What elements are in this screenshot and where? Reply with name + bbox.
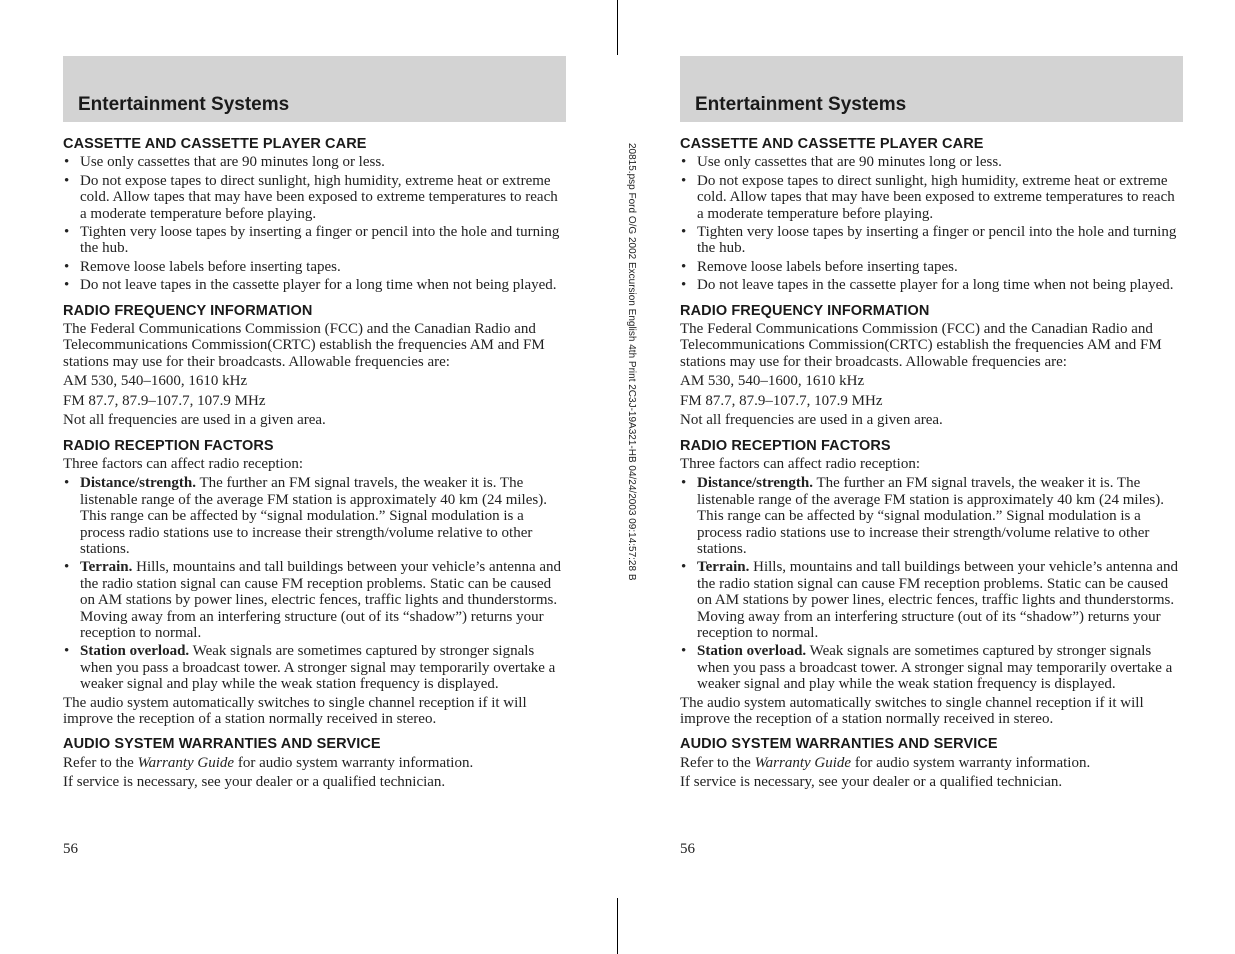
am-frequencies: AM 530, 540–1600, 1610 kHz: [63, 373, 248, 390]
section-title: Entertainment Systems: [695, 94, 907, 115]
list-item: • Distance/strength. The further an FM signal travels, the weaker it is. The listenable range of the average FM station is approximately 40 km (24 miles). This range can be affected by “signal modulation.” Signal modulation is a process radio stations use to increase their strength/volume relative to other stations.: [681, 475, 1164, 557]
bullet-icon: •: [681, 172, 687, 189]
list-item: • Remove loose labels before inserting tapes.: [64, 258, 341, 275]
list-item: • Remove loose labels before inserting tapes.: [681, 258, 958, 275]
term: Station overload.: [697, 643, 807, 660]
cassette-heading: CASSETTE AND CASSETTE PLAYER CARE: [680, 136, 984, 152]
right-page: [680, 56, 1183, 794]
warranty-line: Refer to the Warranty Guide for audio system warranty information.: [63, 754, 474, 771]
bullet-icon: •: [64, 172, 70, 189]
header-bar: [63, 56, 566, 122]
warranty-heading: AUDIO SYSTEM WARRANTIES AND SERVICE: [680, 736, 998, 753]
page-content: [680, 122, 1183, 791]
section-title: Entertainment Systems: [78, 94, 290, 115]
term: Station overload.: [80, 643, 190, 660]
list-item: • Station overload. Weak signals are sometimes captured by stronger signals when you pass a broadcast tower. A stronger signal may temporarily overtake a weaker signal and play while the weak station frequency is displayed.: [681, 643, 1173, 693]
service-line: If service is necessary, see your dealer or a qualified technician.: [63, 774, 446, 791]
term: Terrain.: [697, 559, 750, 576]
cassette-list: [680, 154, 1183, 293]
reception-intro: Three factors can affect radio reception:: [680, 455, 920, 472]
frequency-note: Not all frequencies are used in a given area.: [680, 412, 943, 429]
warranty-guide-title: Warranty Guide: [754, 754, 852, 771]
reception-list: [680, 475, 1183, 692]
bullet-icon: •: [681, 258, 687, 275]
list-item: • Terrain. Hills, mountains and tall buildings between your vehicle’s antenna and the radio station signal can cause FM reception problems. Static can be caused on AM stations by power lines, electric fences, traffic lights and thunderstorms. Moving away from an interfering structure (out of its “shadow”) returns your reception to normal.: [681, 559, 1179, 641]
list-item: • Use only cassettes that are 90 minutes long or less.: [681, 154, 1002, 171]
list-item: • Do not leave tapes in the cassette player for a long time when not being played.: [64, 277, 557, 294]
list-item: • Tighten very loose tapes by inserting a finger or pencil into the hole and turning the hub.: [681, 224, 1177, 257]
page-content: [63, 122, 566, 791]
frequency-note: Not all frequencies are used in a given area.: [63, 412, 326, 429]
left-page: [63, 56, 566, 794]
list-item: • Do not expose tapes to direct sunlight, high humidity, extreme heat or extreme cold. Allow tapes that may have been exposed to extreme temperatures to reach a moderate temperature before playing.: [681, 172, 1175, 222]
radio-frequency-intro: The Federal Communications Commission (FCC) and the Canadian Radio and Telecommunications Commission(CRTC) establish the frequencies AM and FM stations may use for their broadcasts. Allowable frequencies are:: [680, 321, 1162, 370]
service-line: If service is necessary, see your dealer or a qualified technician.: [680, 774, 1063, 791]
bullet-icon: •: [681, 475, 687, 492]
term: Distance/strength.: [80, 475, 196, 492]
fm-frequencies: FM 87.7, 87.9–107.7, 107.9 MHz: [63, 392, 266, 409]
term: Distance/strength.: [697, 475, 813, 492]
reception-outro: The audio system automatically switches to single channel reception if it will improve the reception of a station normally received in stereo.: [680, 694, 1144, 727]
reception-heading: RADIO RECEPTION FACTORS: [680, 437, 891, 454]
reception-heading: RADIO RECEPTION FACTORS: [63, 437, 274, 454]
cassette-list: [63, 154, 566, 293]
reception-intro: Three factors can affect radio reception:: [63, 455, 303, 472]
list-item: • Do not leave tapes in the cassette player for a long time when not being played.: [681, 277, 1174, 294]
bullet-icon: •: [681, 277, 687, 294]
print-slug: 20815.psp Ford O/G 2002 Excursion English 4th Print 2C3J-19A321-HB 04/24/2003 09:14:57:28 B: [626, 143, 637, 581]
reception-list: [63, 475, 566, 692]
list-item: • Terrain. Hills, mountains and tall buildings between your vehicle’s antenna and the radio station signal can cause FM reception problems. Static can be caused on AM stations by power lines, electric fences, traffic lights and thunderstorms. Moving away from an interfering structure (out of its “shadow”) returns your reception to normal.: [64, 559, 562, 641]
warranty-line: Refer to the Warranty Guide for audio system warranty information.: [680, 754, 1091, 771]
list-item: • Tighten very loose tapes by inserting a finger or pencil into the hole and turning the hub.: [64, 224, 560, 257]
radio-frequency-heading: RADIO FREQUENCY INFORMATION: [680, 302, 930, 319]
header-bar: [680, 56, 1183, 122]
am-frequencies: AM 530, 540–1600, 1610 kHz: [680, 373, 865, 390]
radio-frequency-heading: RADIO FREQUENCY INFORMATION: [63, 302, 313, 319]
bullet-icon: •: [64, 224, 70, 241]
warranty-guide-title: Warranty Guide: [137, 754, 235, 771]
list-item: • Station overload. Weak signals are sometimes captured by stronger signals when you pass a broadcast tower. A stronger signal may temporarily overtake a weaker signal and play while the weak station frequency is displayed.: [64, 643, 556, 693]
fm-frequencies: FM 87.7, 87.9–107.7, 107.9 MHz: [680, 392, 883, 409]
reception-outro: The audio system automatically switches to single channel reception if it will improve the reception of a station normally received in stereo.: [63, 694, 527, 727]
page-number: 56: [680, 841, 695, 857]
list-item: • Do not expose tapes to direct sunlight, high humidity, extreme heat or extreme cold. Allow tapes that may have been exposed to extreme temperatures to reach a moderate temperature before playing.: [64, 172, 558, 222]
bullet-icon: •: [64, 643, 70, 660]
bullet-icon: •: [64, 277, 70, 294]
bullet-icon: •: [64, 475, 70, 492]
page-number: 56: [63, 841, 78, 857]
crop-mark-bottom: [617, 898, 618, 954]
bullet-icon: •: [64, 258, 70, 275]
warranty-heading: AUDIO SYSTEM WARRANTIES AND SERVICE: [63, 736, 381, 753]
bullet-icon: •: [64, 559, 70, 576]
bullet-icon: •: [681, 224, 687, 241]
bullet-icon: •: [681, 643, 687, 660]
bullet-icon: •: [681, 559, 687, 576]
cassette-heading: CASSETTE AND CASSETTE PLAYER CARE: [63, 136, 367, 152]
list-item: • Distance/strength. The further an FM signal travels, the weaker it is. The listenable range of the average FM station is approximately 40 km (24 miles). This range can be affected by “signal modulation.” Signal modulation is a process radio stations use to increase their strength/volume relative to other stations.: [64, 475, 547, 557]
bullet-icon: •: [64, 154, 70, 171]
bullet-icon: •: [681, 154, 687, 171]
term: Terrain.: [80, 559, 133, 576]
list-item: • Use only cassettes that are 90 minutes long or less.: [64, 154, 385, 171]
crop-mark-top: [617, 0, 618, 55]
radio-frequency-intro: The Federal Communications Commission (FCC) and the Canadian Radio and Telecommunications Commission(CRTC) establish the frequencies AM and FM stations may use for their broadcasts. Allowable frequencies are:: [63, 321, 545, 370]
